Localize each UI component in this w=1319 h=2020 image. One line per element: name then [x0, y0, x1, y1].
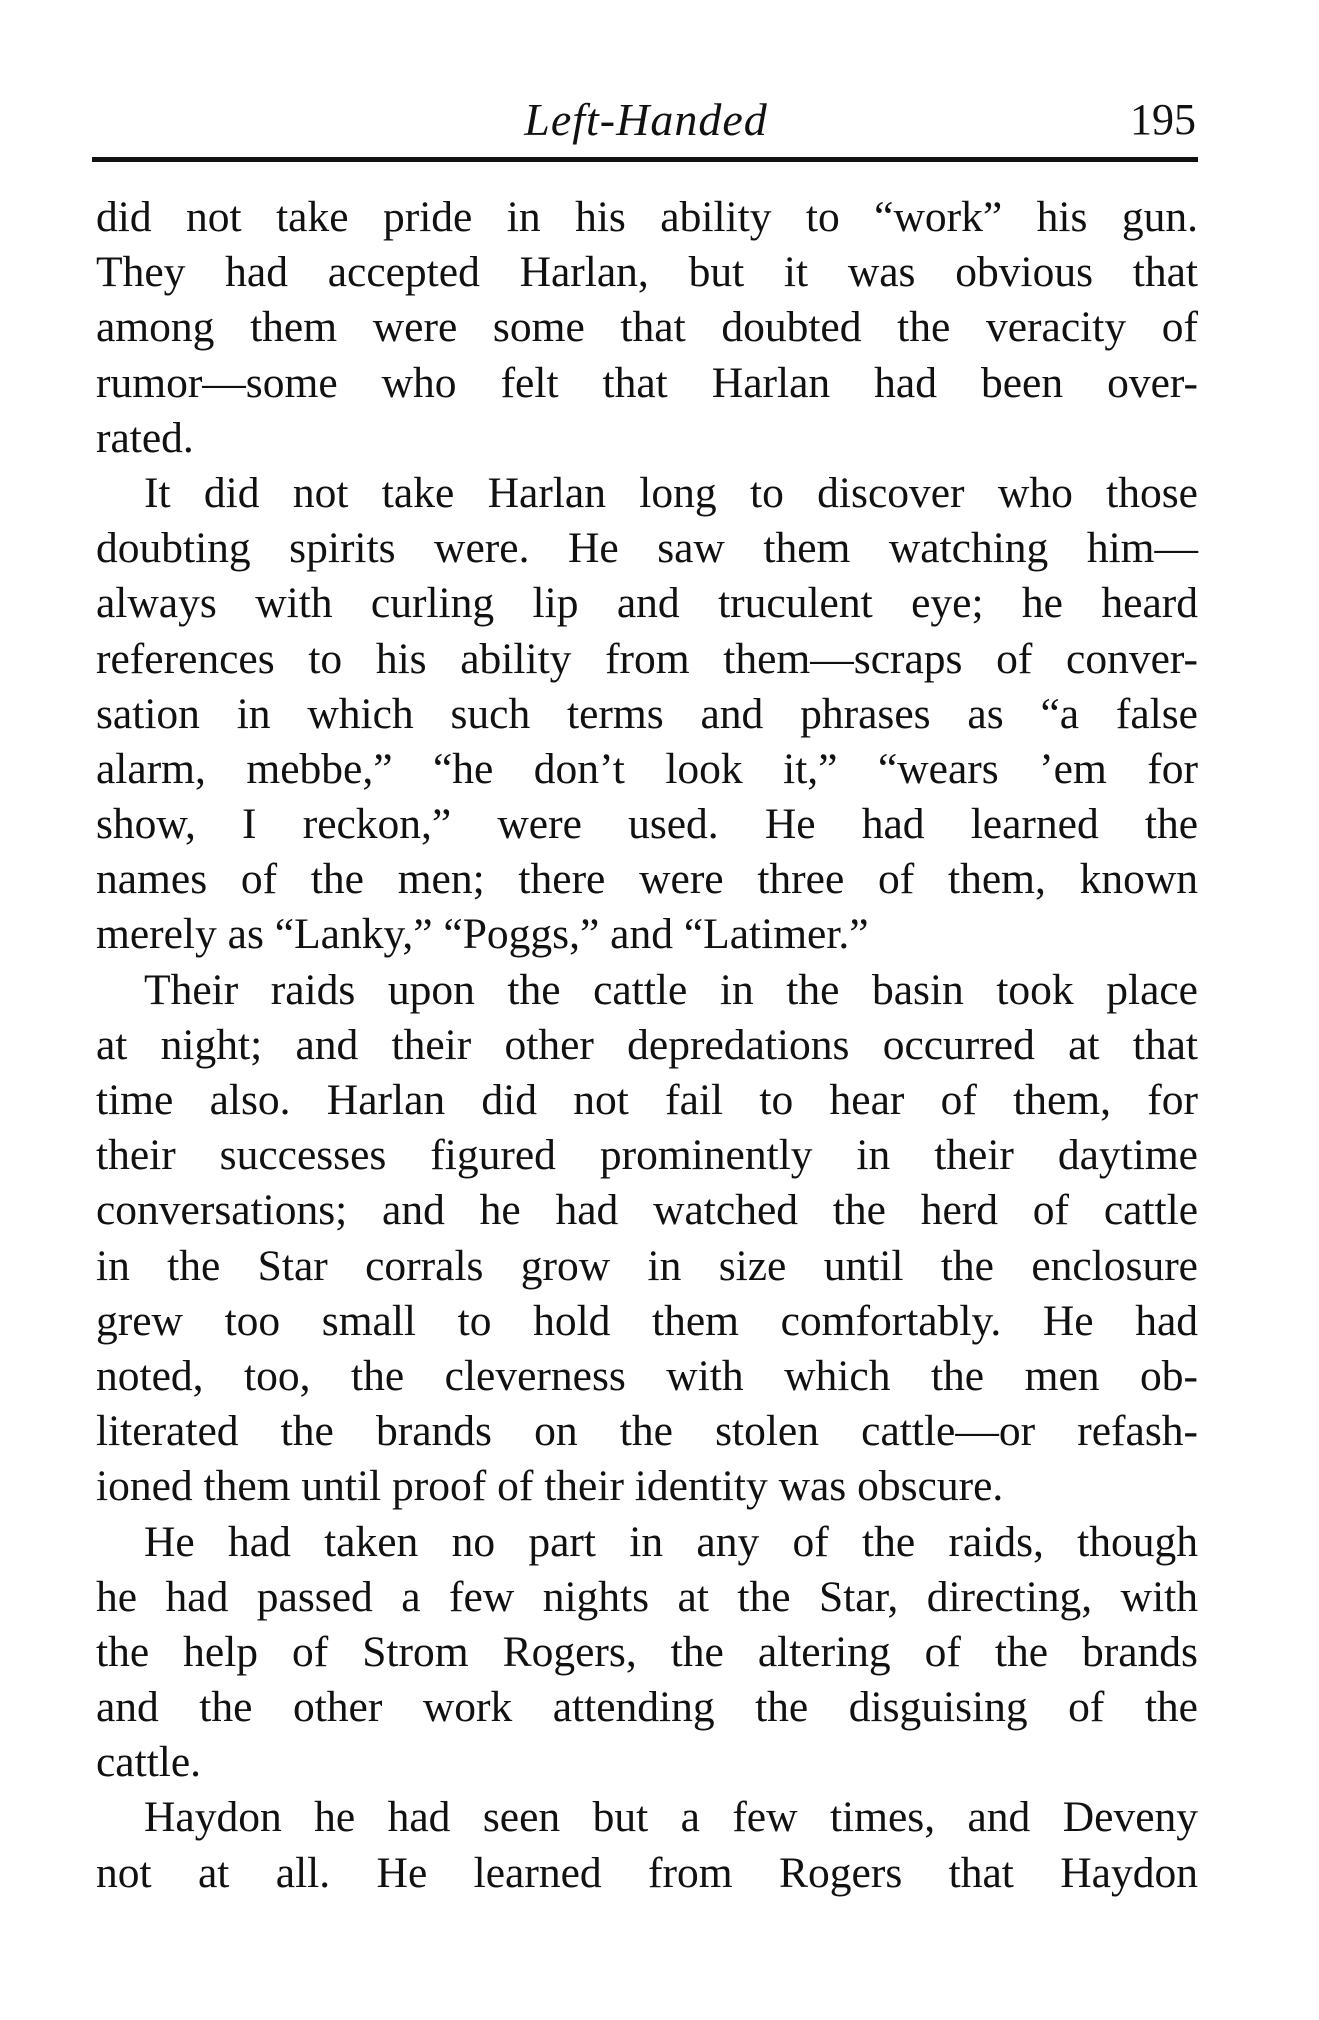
- text-line: noted, too, the cleverness with which the men ob-: [96, 1351, 1198, 1400]
- text-line: and the other work attending the disguising of the: [96, 1683, 1198, 1732]
- text-line: did not take pride in his ability to “work” his gun.: [96, 193, 1198, 241]
- text-line: conversations; and he had watched the herd of cattle: [96, 1186, 1198, 1235]
- text-line: They had accepted Harlan, but it was obvious that: [96, 248, 1198, 297]
- page-number: 195: [1130, 95, 1196, 144]
- text-line: rumor—some who felt that Harlan had been over-: [96, 358, 1198, 407]
- text-line: sation in which such terms and phrases as “a false: [96, 689, 1198, 738]
- text-line: It did not take Harlan long to discover who those: [144, 468, 1198, 517]
- text-line: in the Star corrals grow in size until the enclosure: [96, 1241, 1198, 1290]
- text-line: grew too small to hold them comfortably. He had: [96, 1296, 1198, 1345]
- text-line: among them were some that doubted the veracity of: [96, 303, 1198, 352]
- text-line: time also. Harlan did not fail to hear of them, for: [96, 1076, 1198, 1124]
- text-line: He had taken no part in any of the raids, though: [144, 1517, 1198, 1566]
- text-line: at night; and their other depredations occurred at that: [96, 1020, 1198, 1069]
- text-line: always with curling lip and truculent eye; he heard: [96, 579, 1198, 628]
- text-line: rated.: [96, 413, 194, 462]
- text-line: merely as “Lanky,” “Poggs,” and “Latimer.”: [96, 910, 869, 959]
- text-line: names of the men; there were three of them, known: [96, 855, 1198, 904]
- text-line: show, I reckon,” were used. He had learned the: [96, 800, 1198, 849]
- text-line: the help of Strom Rogers, the altering of the brands: [96, 1627, 1198, 1676]
- body-text: [96, 190, 1198, 1901]
- text-line: literated the brands on the stolen cattle—or refash-: [96, 1407, 1198, 1456]
- text-line: Their raids upon the cattle in the basin took place: [144, 965, 1198, 1014]
- text-line: doubting spirits were. He saw them watching him—: [96, 524, 1198, 573]
- text-line: he had passed a few nights at the Star, directing, with: [96, 1572, 1198, 1621]
- running-title: Left-Handed: [524, 94, 768, 145]
- header-rule: [92, 157, 1198, 162]
- text-line: references to his ability from them—scraps of conver-: [96, 634, 1198, 683]
- text-line: alarm, mebbe,” “he don’t look it,” “wears ’em for: [96, 744, 1198, 793]
- running-head: [96, 88, 1196, 152]
- text-line: their successes figured prominently in their daytime: [96, 1131, 1198, 1180]
- text-line: ioned them until proof of their identity was obscure.: [96, 1462, 1004, 1511]
- text-line: cattle.: [96, 1738, 202, 1787]
- text-line: Haydon he had seen but a few times, and Deveny: [144, 1793, 1198, 1842]
- text-line: not at all. He learned from Rogers that Haydon: [96, 1848, 1198, 1897]
